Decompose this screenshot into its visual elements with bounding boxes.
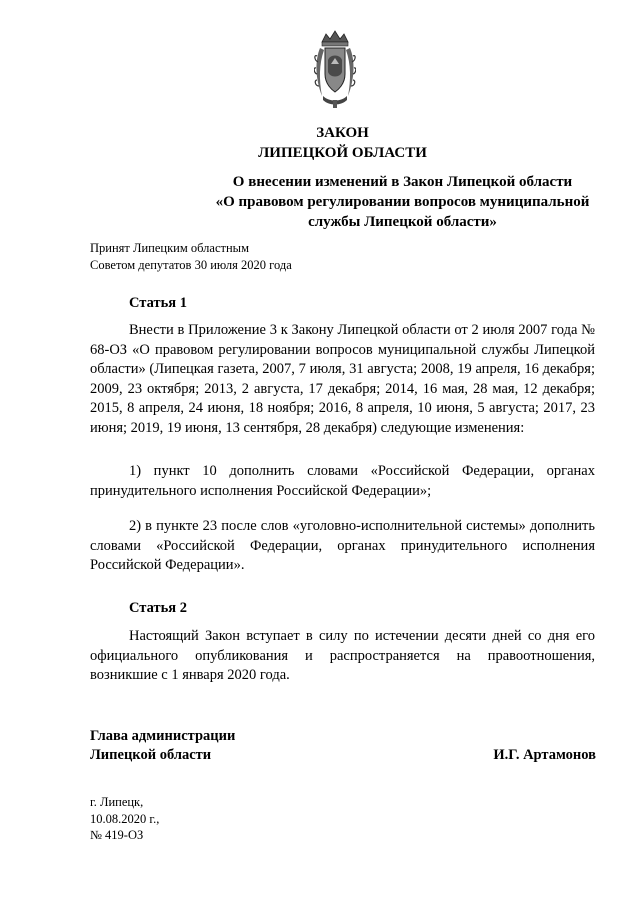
adoption-line: Принят Липецким областным [90,241,249,255]
subtitle-line: О внесении изменений в Закон Липецкой области [232,174,573,190]
lipetsk-oblast-coat-of-arms-icon [314,26,356,110]
signatory-position [90,727,235,765]
footer-date: 10.08.2020 г., [90,811,160,826]
article-1-paragraph: Внести в Приложение 3 к Закону Липецкой области от 2 июля 2007 года № 68-ОЗ «О правовом регулировании вопросов муниципальной службы Липецкой области» (Липецкая газета, 2007, 7 июля, 31 августа; 2008, 19 апреля, 16 декабря; 2009, 23 октября; 2013, 2 августа, 17 декабря; 2014, 16 мая, 28 мая, 12 декабря; 2015, 8 апреля, 24 июня, 18 ноября; 2016, 8 апреля, 10 июня, 5 августа; 2017, 23 июня; 2019, 19 июня, 13 сентября, 28 декабря) следующие изменения: [90,322,595,436]
footer-city: г. Липецк, [90,795,144,809]
article-1-heading: Статья 1 [129,295,187,311]
document-footer [90,794,159,844]
article-2-paragraph: Настоящий Закон вступает в силу по истечении десяти дней со дня его официального опубликования и распространяется на правоотношения, возникшие с 1 января 2020 года. [90,628,595,683]
signatory-position-line: Липецкой области [90,747,212,763]
law-title: ЗАКОН [316,125,369,141]
adoption-note [90,240,292,274]
signatory-name: И.Г. Артамонов [493,747,596,763]
law-region-title: ЛИПЕЦКОЙ ОБЛАСТИ [258,145,427,161]
article-1-item-2: 2) в пункте 23 после слов «уголовно-исполнительной системы» дополнить словами «Российской Федерации, органах принудительного исполнения Российской Федерации». [90,518,595,573]
law-subtitle [90,172,595,232]
signatory-position-line: Глава администрации [90,728,236,744]
article-1-item-1: 1) пункт 10 дополнить словами «Российской Федерации, органах принудительного исполнения Российской Федерации»; [90,463,595,499]
subtitle-line: «О правовом регулировании вопросов муниципальной [215,194,590,210]
adoption-line: Советом депутатов 30 июля 2020 года [90,258,292,272]
article-2-heading: Статья 2 [129,600,187,616]
subtitle-line: службы Липецкой области» [308,214,497,230]
footer-number: № 419-ОЗ [90,828,144,842]
